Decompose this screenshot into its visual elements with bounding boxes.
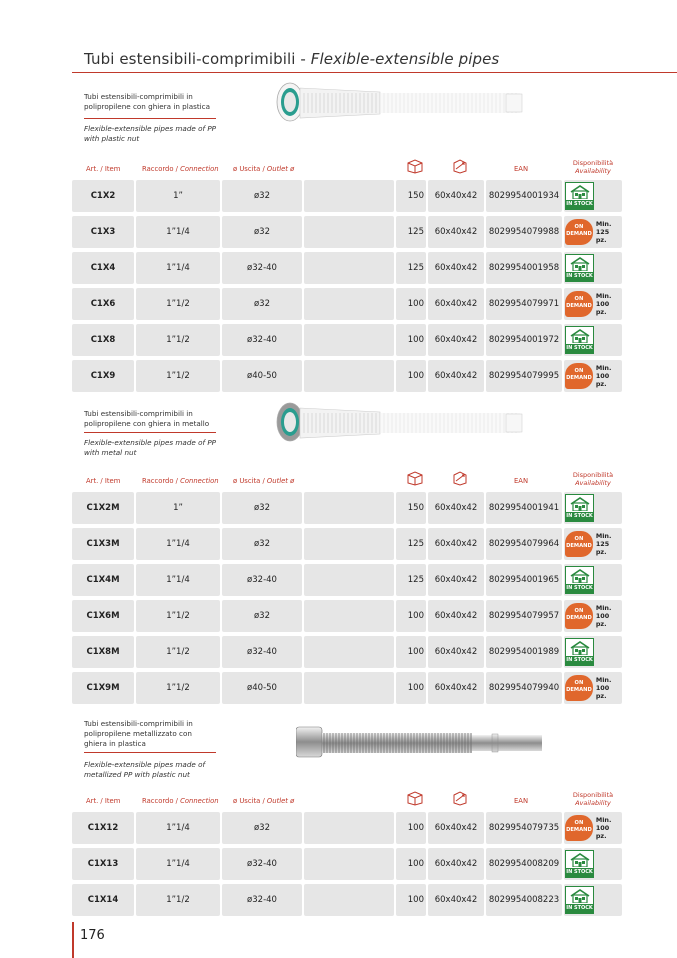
ean-code: 8029954079995 — [486, 360, 562, 392]
table-row[interactable] — [72, 848, 622, 880]
on-demand-badge: ON DEMAND — [565, 675, 593, 701]
connection-value: 1”1/2 — [136, 636, 220, 668]
connection-value: 1”1/4 — [136, 216, 220, 248]
in-stock-badge: IN STOCK — [565, 254, 594, 282]
description-line: Tubi estensibili-comprimibili in — [84, 92, 193, 101]
connection-value: 1” — [136, 180, 220, 212]
empty-cell — [304, 492, 394, 524]
availability-cell — [564, 636, 622, 668]
box-quantity-icon — [406, 470, 424, 490]
description-line: polipropilene con ghiera in plastica — [84, 102, 211, 111]
availability-cell — [564, 216, 622, 248]
item-code: C1X8 — [72, 324, 134, 356]
outlet-value: ø32-40 — [222, 252, 302, 284]
box-quantity: 100 — [396, 848, 426, 880]
ean-code: 8029954001958 — [486, 252, 562, 284]
header-availability: Disponibilità Availability — [572, 159, 614, 175]
box-dimensions-icon — [451, 790, 469, 810]
item-code: C1X9M — [72, 672, 134, 704]
item-code: C1X4M — [72, 564, 134, 596]
table-row[interactable] — [72, 180, 622, 212]
header-outlet: ø Uscita / Outlet ø — [233, 797, 295, 805]
empty-cell — [304, 528, 394, 560]
description-line: Flexible-extensible pipes made of — [84, 760, 206, 769]
description-line: Tubi estensibili-comprimibili in — [84, 719, 193, 728]
connection-value: 1”1/2 — [136, 884, 220, 916]
connection-value: 1” — [136, 492, 220, 524]
header-ean: EAN — [514, 165, 529, 173]
in-stock-badge: IN STOCK — [565, 566, 594, 594]
box-dimensions: 60x40x42 — [428, 180, 484, 212]
box-quantity: 150 — [396, 492, 426, 524]
empty-cell — [304, 600, 394, 632]
box-quantity: 100 — [396, 324, 426, 356]
box-quantity-icon — [406, 790, 424, 810]
empty-cell — [304, 252, 394, 284]
description-line: with plastic nut — [84, 134, 140, 143]
box-dimensions: 60x40x42 — [428, 636, 484, 668]
table-row[interactable] — [72, 564, 622, 596]
box-quantity-icon — [406, 158, 424, 178]
minimum-quantity: Min. 125 pz. — [595, 532, 612, 556]
ean-code: 8029954079971 — [486, 288, 562, 320]
box-quantity: 100 — [396, 360, 426, 392]
box-quantity: 100 — [396, 288, 426, 320]
box-dimensions: 60x40x42 — [428, 884, 484, 916]
table-row[interactable] — [72, 288, 622, 320]
outlet-value: ø32 — [222, 528, 302, 560]
empty-cell — [304, 812, 394, 844]
connection-value: 1”1/4 — [136, 528, 220, 560]
minimum-quantity: Min. 100 pz. — [595, 676, 612, 700]
ean-code: 8029954001934 — [486, 180, 562, 212]
connection-value: 1”1/4 — [136, 848, 220, 880]
ean-code: 8029954001965 — [486, 564, 562, 596]
availability-cell — [564, 252, 622, 284]
ean-code: 8029954079957 — [486, 600, 562, 632]
availability-cell — [564, 528, 622, 560]
ean-code: 8029954079988 — [486, 216, 562, 248]
description-line: polipropilene metallizzato con — [84, 729, 192, 738]
ean-code: 8029954079964 — [486, 528, 562, 560]
outlet-value: ø40-50 — [222, 672, 302, 704]
item-code: C1X2 — [72, 180, 134, 212]
empty-cell — [304, 288, 394, 320]
box-dimensions: 60x40x42 — [428, 528, 484, 560]
box-dimensions: 60x40x42 — [428, 600, 484, 632]
box-dimensions: 60x40x42 — [428, 492, 484, 524]
minimum-quantity: Min. 125 pz. — [595, 220, 612, 244]
header-ean: EAN — [514, 797, 529, 805]
ean-code: 8029954008209 — [486, 848, 562, 880]
empty-cell — [304, 180, 394, 212]
table-row[interactable] — [72, 528, 622, 560]
ean-code: 8029954079735 — [486, 812, 562, 844]
box-quantity: 100 — [396, 636, 426, 668]
availability-cell — [564, 848, 622, 880]
description-rule — [84, 432, 216, 433]
box-dimensions: 60x40x42 — [428, 252, 484, 284]
header-art: Art. / Item — [86, 165, 121, 173]
header-art: Art. / Item — [86, 477, 121, 485]
box-dimensions-icon — [451, 470, 469, 490]
title-rule — [72, 72, 677, 73]
description-line: Flexible-extensible pipes made of PP — [84, 124, 216, 133]
ean-code: 8029954079940 — [486, 672, 562, 704]
availability-cell — [564, 492, 622, 524]
table-row[interactable] — [72, 812, 622, 844]
page-number: 176 — [80, 928, 105, 943]
connection-value: 1”1/2 — [136, 324, 220, 356]
outlet-value: ø32-40 — [222, 564, 302, 596]
outlet-value: ø32-40 — [222, 636, 302, 668]
in-stock-badge: IN STOCK — [565, 886, 594, 914]
section-description-en — [84, 760, 234, 780]
in-stock-badge: IN STOCK — [565, 326, 594, 354]
table-row[interactable] — [72, 636, 622, 668]
section-description-it — [84, 719, 234, 749]
box-dimensions: 60x40x42 — [428, 848, 484, 880]
on-demand-badge: ON DEMAND — [565, 291, 593, 317]
box-dimensions: 60x40x42 — [428, 672, 484, 704]
ean-code: 8029954008223 — [486, 884, 562, 916]
description-line: ghiera in plastica — [84, 739, 146, 748]
availability-cell — [564, 564, 622, 596]
outlet-value: ø32 — [222, 600, 302, 632]
header-connection: Raccordo / Connection — [142, 165, 219, 173]
header-outlet: ø Uscita / Outlet ø — [233, 477, 295, 485]
on-demand-badge: ON DEMAND — [565, 363, 593, 389]
table-row[interactable] — [72, 884, 622, 916]
pipe-image — [270, 400, 526, 454]
box-dimensions: 60x40x42 — [428, 564, 484, 596]
box-dimensions-icon — [451, 158, 469, 178]
on-demand-badge: ON DEMAND — [565, 815, 593, 841]
item-code: C1X9 — [72, 360, 134, 392]
empty-cell — [304, 360, 394, 392]
outlet-value: ø32 — [222, 288, 302, 320]
box-quantity: 100 — [396, 812, 426, 844]
item-code: C1X3M — [72, 528, 134, 560]
box-quantity: 125 — [396, 564, 426, 596]
section-description-it — [84, 409, 234, 429]
ean-code: 8029954001972 — [486, 324, 562, 356]
outlet-value: ø32 — [222, 180, 302, 212]
item-code: C1X6M — [72, 600, 134, 632]
section-description-en — [84, 124, 234, 144]
description-rule — [84, 118, 216, 119]
box-dimensions: 60x40x42 — [428, 360, 484, 392]
availability-cell — [564, 324, 622, 356]
minimum-quantity: Min. 100 pz. — [595, 604, 612, 628]
table-row[interactable] — [72, 492, 622, 524]
on-demand-badge: ON DEMAND — [565, 603, 593, 629]
outlet-value: ø32 — [222, 492, 302, 524]
item-code: C1X3 — [72, 216, 134, 248]
box-quantity: 125 — [396, 216, 426, 248]
connection-value: 1”1/2 — [136, 600, 220, 632]
table-row[interactable] — [72, 216, 622, 248]
box-quantity: 100 — [396, 600, 426, 632]
outlet-value: ø40-50 — [222, 360, 302, 392]
description-line: metallized PP with plastic nut — [84, 770, 190, 779]
description-line: polipropilene con ghiera in metallo — [84, 419, 210, 428]
section-description-en — [84, 438, 234, 458]
header-connection: Raccordo / Connection — [142, 797, 219, 805]
description-rule — [84, 752, 216, 753]
connection-value: 1”1/4 — [136, 252, 220, 284]
minimum-quantity: Min. 100 pz. — [595, 364, 612, 388]
box-quantity: 150 — [396, 180, 426, 212]
minimum-quantity: Min. 100 pz. — [595, 292, 612, 316]
description-line: with metal nut — [84, 448, 137, 457]
item-code: C1X14 — [72, 884, 134, 916]
header-outlet: ø Uscita / Outlet ø — [233, 165, 295, 173]
item-code: C1X2M — [72, 492, 134, 524]
connection-value: 1”1/4 — [136, 812, 220, 844]
item-code: C1X4 — [72, 252, 134, 284]
ean-code: 8029954001989 — [486, 636, 562, 668]
pipe-image — [296, 723, 542, 767]
box-dimensions: 60x40x42 — [428, 216, 484, 248]
minimum-quantity: Min. 100 pz. — [595, 816, 612, 840]
item-code: C1X13 — [72, 848, 134, 880]
box-quantity: 125 — [396, 528, 426, 560]
on-demand-badge: ON DEMAND — [565, 219, 593, 245]
availability-cell — [564, 180, 622, 212]
item-code: C1X6 — [72, 288, 134, 320]
table-row[interactable] — [72, 360, 622, 392]
connection-value: 1”1/2 — [136, 672, 220, 704]
description-line: Flexible-extensible pipes made of PP — [84, 438, 216, 447]
table-row[interactable] — [72, 600, 622, 632]
empty-cell — [304, 848, 394, 880]
box-quantity: 100 — [396, 672, 426, 704]
header-art: Art. / Item — [86, 797, 121, 805]
availability-cell — [564, 360, 622, 392]
section-description-it — [84, 92, 234, 112]
table-row[interactable] — [72, 672, 622, 704]
description-line: Tubi estensibili-comprimibili in — [84, 409, 193, 418]
connection-value: 1”1/2 — [136, 288, 220, 320]
header-ean: EAN — [514, 477, 529, 485]
box-dimensions: 60x40x42 — [428, 288, 484, 320]
box-dimensions: 60x40x42 — [428, 324, 484, 356]
on-demand-badge: ON DEMAND — [565, 531, 593, 557]
ean-code: 8029954001941 — [486, 492, 562, 524]
outlet-value: ø32 — [222, 216, 302, 248]
table-row[interactable] — [72, 324, 622, 356]
empty-cell — [304, 636, 394, 668]
empty-cell — [304, 564, 394, 596]
outlet-value: ø32 — [222, 812, 302, 844]
in-stock-badge: IN STOCK — [565, 182, 594, 210]
outlet-value: ø32-40 — [222, 884, 302, 916]
item-code: C1X8M — [72, 636, 134, 668]
header-connection: Raccordo / Connection — [142, 477, 219, 485]
empty-cell — [304, 884, 394, 916]
in-stock-badge: IN STOCK — [565, 850, 594, 878]
connection-value: 1”1/4 — [136, 564, 220, 596]
availability-cell — [564, 600, 622, 632]
availability-cell — [564, 288, 622, 320]
in-stock-badge: IN STOCK — [565, 638, 594, 666]
availability-cell — [564, 884, 622, 916]
item-code: C1X12 — [72, 812, 134, 844]
table-row[interactable] — [72, 252, 622, 284]
availability-cell — [564, 812, 622, 844]
page-title: Tubi estensibili-comprimibili - Flexible-extensible pipes — [84, 50, 500, 68]
empty-cell — [304, 324, 394, 356]
box-quantity: 125 — [396, 252, 426, 284]
header-availability: Disponibilità Availability — [572, 471, 614, 487]
outlet-value: ø32-40 — [222, 324, 302, 356]
outlet-value: ø32-40 — [222, 848, 302, 880]
page-number-bar — [72, 922, 74, 958]
availability-cell — [564, 672, 622, 704]
header-availability: Disponibilità Availability — [572, 791, 614, 807]
empty-cell — [304, 216, 394, 248]
box-quantity: 100 — [396, 884, 426, 916]
pipe-image — [270, 80, 526, 134]
empty-cell — [304, 672, 394, 704]
box-dimensions: 60x40x42 — [428, 812, 484, 844]
in-stock-badge: IN STOCK — [565, 494, 594, 522]
connection-value: 1”1/2 — [136, 360, 220, 392]
